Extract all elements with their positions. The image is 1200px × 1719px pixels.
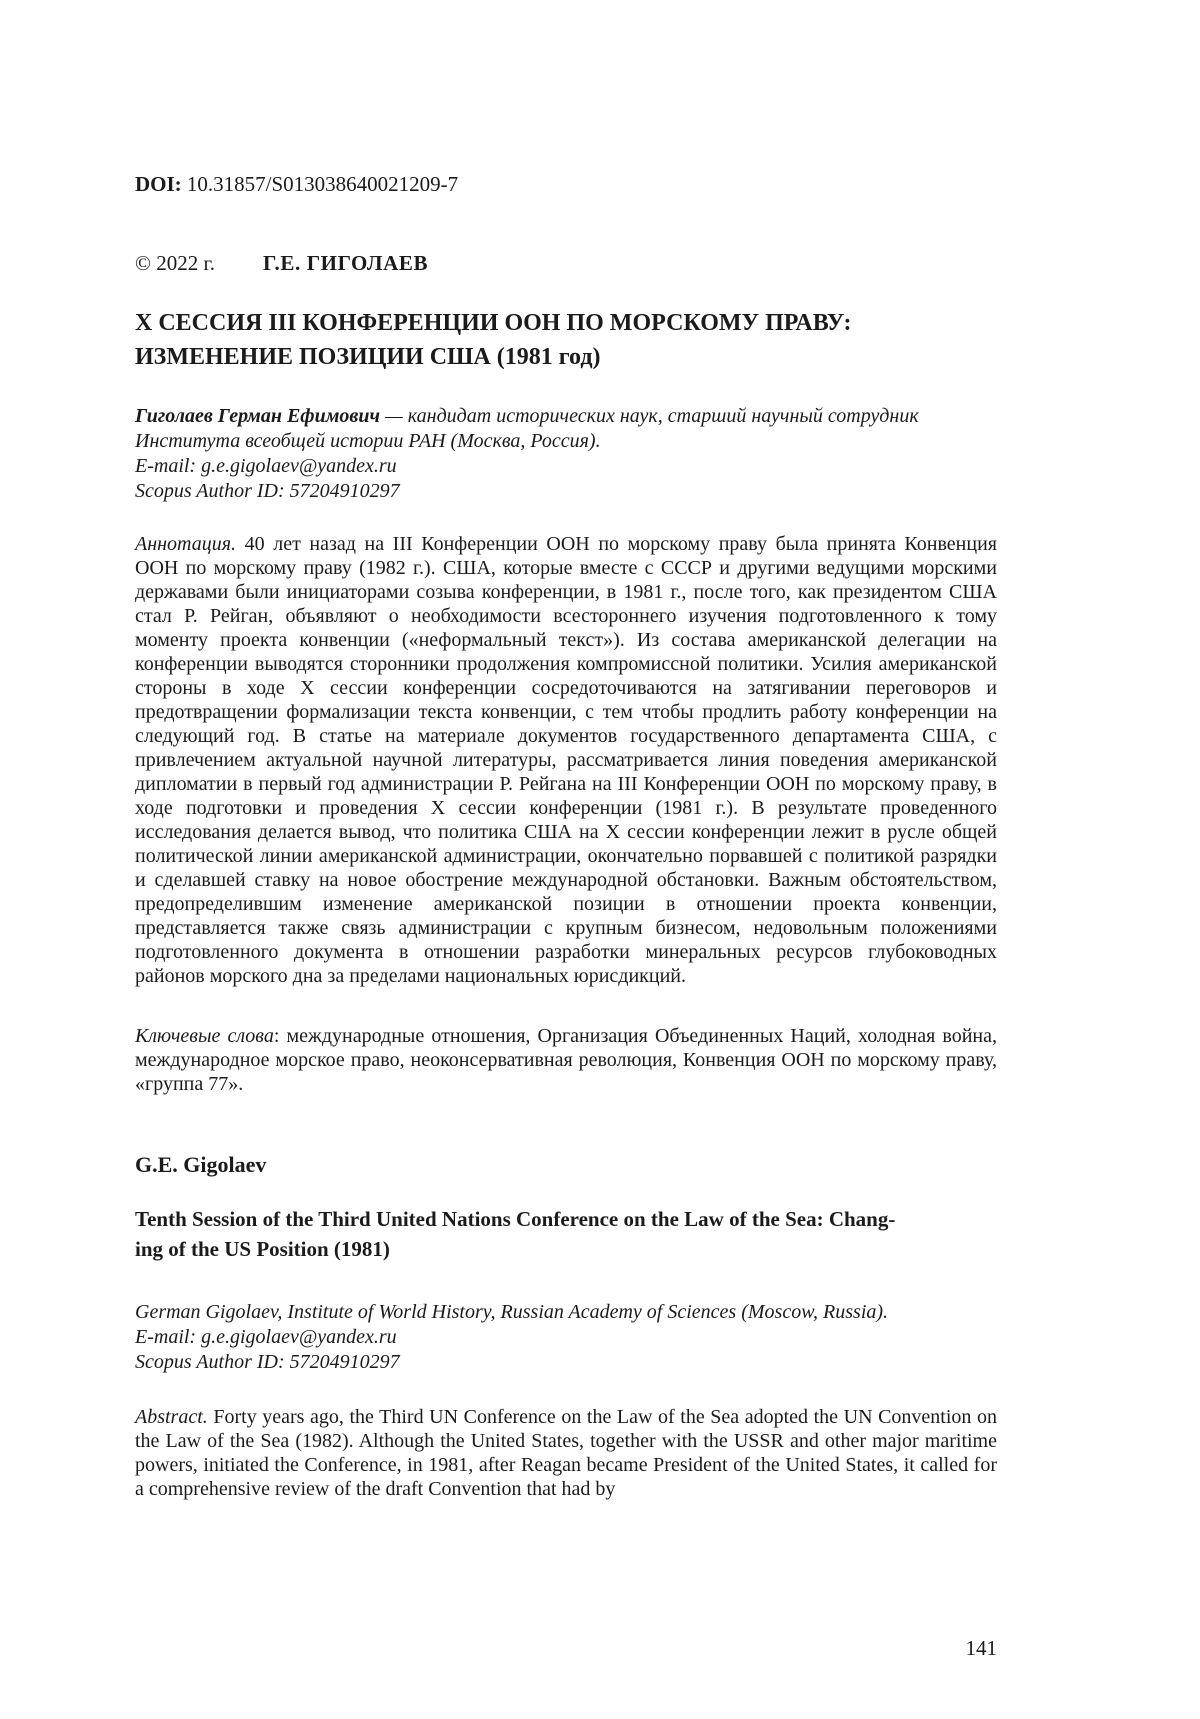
author-email-ru: E-mail: g.e.gigolaev@yandex.ru — [135, 455, 397, 478]
annotation-text: 40 лет назад на III Конференции ООН по морскому праву была принята Конвенция ООН по морскому праву (1982 г.). США, которые вместе с СССР и другими ведущими морскими державами были инициаторами созыва конференции, в 1981 г., после того, как президентом США стал Р. Рейган, объявляют о необходимости всестороннего изучения подготовленного к тому моменту проекта конвенции («неформальный текст»). Из состава американской делегации на конференции выводятся сторонники продолжения компромиссной политики. Усилия американской стороны в ходе X сессии конференции сосредоточиваются на затягивании переговоров и предотвращении формализации текста конвенции, с тем чтобы продлить работу конференции на следующий год. В статье на материале документов государственного департамента США, с привлечением актуальной научной литературы, рассматривается линия поведения американской дипломатии в первый год администрации Р. Рейгана на III Конференции ООН по морскому праву, в ходе подготовки и проведения X сессии конференции (1981 г.). В результате проведенного исследования делается вывод, что политика США на X сессии конференции лежит в русле общей политической линии американской администрации, окончательно порвавшей с политикой разрядки и сделавшей ставку на новое обострение международной обстановки. Важным обстоятельством, предопределившим изменение американской позиции в отношении проекта конвенции, представляется также связь администрации с крупным бизнесом, недовольным положениями подготовленного документа в отношении разработки минеральных ресурсов глубоководных районов морского дна за пределами национальных юрисдикций. — [135, 533, 997, 988]
doi-line — [135, 172, 997, 197]
keywords-paragraph — [135, 1024, 997, 1096]
affiliation-text-en: German Gigolaev, Institute of World History, Russian Academy of Sciences (Moscow, Russia). — [135, 1301, 889, 1324]
abstract-paragraph — [135, 1405, 997, 1501]
keywords-label: Ключевые слова — [135, 1025, 274, 1048]
annotation-paragraph — [135, 532, 997, 988]
keywords-text: : международные отношения, Организация Объединенных Наций, холодная война, международное морское право, неоконсервативная революция, Конвенция ООН по морскому праву, «группа 77». — [135, 1025, 997, 1096]
affiliation-block-ru — [135, 404, 997, 504]
scopus-id-en: Scopus Author ID: 57204910297 — [135, 1351, 400, 1374]
affiliation-block-en — [135, 1300, 997, 1375]
abstract-text: Forty years ago, the Third UN Conference on the Law of the Sea adopted the UN Convention on the Law of the Sea (1982). Although the United States, together with the USSR and other major maritime powers, initiated the Conference, in 1981, after Reagan became President of the United States, it called for a comprehensive review of the draft Convention that had by — [135, 1406, 997, 1501]
abstract-label: Abstract. — [135, 1406, 208, 1429]
article-page — [135, 172, 997, 1501]
author-name-ru: Г.Е. ГИГОЛАЕВ — [262, 251, 429, 275]
page-number: 141 — [965, 1636, 997, 1660]
author-name-en: G.E. Gigolaev — [135, 1152, 267, 1178]
affiliation-text-ru — [135, 404, 997, 454]
article-title-ru: Х СЕССИЯ III КОНФЕРЕНЦИИ ООН ПО МОРСКОМУ ПРАВУ: ИЗМЕНЕНИЕ ПОЗИЦИИ США (1981 год) — [135, 310, 852, 371]
article-title-en: Tenth Session of the Third United Nations Conference on the Law of the Sea: Chang- ing of the US Position (1981) — [135, 1207, 896, 1262]
author-email-en: E-mail: g.e.gigolaev@yandex.ru — [135, 1326, 397, 1349]
doi-value: 10.31857/S013038640021209-7 — [181, 172, 459, 196]
scopus-id-ru: Scopus Author ID: 57204910297 — [135, 480, 400, 503]
author-degree-ru: — кандидат исторических наук, старший научный сотрудник Института всеобщей истории РАН (Москва, Россия). — [135, 405, 919, 453]
copyright-year: © 2022 г. — [135, 251, 215, 275]
doi-label: DOI: — [135, 172, 182, 196]
copyright-line — [135, 251, 997, 276]
author-full-name-ru: Гиголаев Герман Ефимович — [135, 405, 380, 428]
annotation-label: Аннотация. — [135, 533, 237, 556]
